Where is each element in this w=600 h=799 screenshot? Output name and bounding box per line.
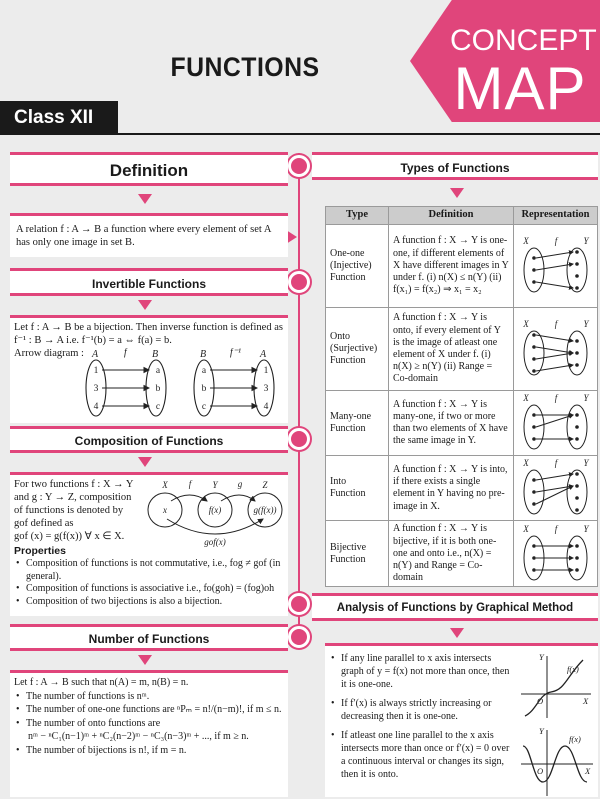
- graphical-box: [325, 643, 598, 797]
- number-intro: Let f : A → B such that n(A) = m, n(B) = n.: [14, 677, 189, 688]
- point-gfx: g(f(x)): [253, 505, 277, 515]
- timeline-dot: [288, 626, 310, 648]
- set-point: [532, 556, 536, 560]
- d2-right-0: 1: [263, 366, 269, 376]
- set-point: [532, 490, 536, 494]
- number-heading: Number of Functions: [10, 624, 288, 651]
- timeline-dot: [288, 593, 310, 615]
- set-point: [532, 357, 536, 361]
- rep-label: Y: [583, 318, 589, 329]
- set-point: [532, 437, 536, 441]
- many-one-diagram: [514, 391, 597, 451]
- set-y-label: Y: [212, 480, 218, 490]
- diagram1-map-label: f: [124, 348, 127, 358]
- graphical-item: • If f′(x) is always strictly increasing or decreasing then it is one-one.: [329, 697, 511, 723]
- d1-right-1: b: [155, 384, 161, 394]
- invertible-text-2: f⁻¹ : B → A i.e. f⁻¹(b) = a ⇔ f(a) = b.: [14, 335, 172, 346]
- d2-left-1: b: [201, 384, 207, 394]
- composition-text-3: gof defined as: [14, 518, 74, 529]
- banner-line1: CONCEPT: [450, 24, 597, 57]
- def-cell: A function f : X → Y is one-one, if different elements of X have different images in Y under f. (i) n(X) ≤ n(Y) (ii) f(x₁) = f(x₂) ⇒ x₁ = x₂: [389, 225, 514, 308]
- def-cell: A function f : X → Y is into, if there exists a single element in Y having no pre-image in X.: [389, 456, 514, 521]
- d1-left-1: 3: [93, 384, 99, 394]
- set-point: [532, 413, 536, 417]
- set-point: [532, 478, 536, 482]
- g2-o: O: [537, 766, 544, 776]
- composition-text-4: gof (x) = g(f(x)) ∀ x ∈ X.: [14, 531, 125, 542]
- one-one-diagram: [514, 234, 597, 294]
- g1-o: O: [537, 696, 544, 706]
- invertible-heading: Invertible Functions: [10, 268, 288, 296]
- set-point: [532, 268, 536, 272]
- down-arrow: [138, 194, 152, 204]
- rep-cell: [514, 308, 598, 391]
- rep-label: X: [523, 318, 529, 329]
- down-arrow: [138, 457, 152, 467]
- diagram1-right-set: B: [152, 349, 159, 360]
- timeline-dot: [288, 155, 310, 177]
- set-point: [575, 472, 579, 476]
- timeline-dot: [288, 428, 310, 450]
- g1-x: X: [583, 696, 589, 706]
- set-point: [575, 351, 579, 355]
- rep-label: f: [554, 235, 558, 246]
- d1-right-2: c: [155, 402, 161, 412]
- definition-text: A relation f : A → B a function where every element of set A has only one image in set B.: [10, 213, 288, 257]
- onto-diagram: [514, 317, 597, 377]
- table-header-row: [326, 207, 598, 225]
- property-item: • Composition of functions is associative i.e., fo(goh) = (fog)oh: [14, 583, 284, 596]
- set-point: [575, 508, 579, 512]
- set-point: [532, 544, 536, 548]
- set-point: [575, 274, 579, 278]
- g2-x: X: [585, 766, 591, 776]
- set-point: [575, 556, 579, 560]
- composite-label: gof(x): [204, 537, 226, 547]
- number-box: [10, 670, 288, 797]
- type-cell: Many-one Function: [326, 391, 389, 456]
- set-point: [575, 484, 579, 488]
- set-x-label: X: [162, 480, 168, 490]
- rep-cell: [514, 391, 598, 456]
- table-row: [326, 225, 598, 308]
- rep-label: Y: [583, 523, 589, 534]
- rep-label: f: [554, 393, 558, 403]
- rep-label: f: [554, 318, 558, 329]
- set-point: [575, 496, 579, 500]
- number-item: • The number of onto functions are: [14, 717, 284, 731]
- types-heading: Types of Functions: [312, 152, 598, 180]
- set-point: [575, 544, 579, 548]
- map-g-label: g: [237, 479, 243, 489]
- g2-curve: f(x): [569, 734, 581, 744]
- g1-curve: f(x): [567, 664, 579, 674]
- set-point: [532, 425, 536, 429]
- table-row: [326, 521, 598, 587]
- diagram2-right-set: A: [260, 349, 267, 360]
- number-item: • The number of bijections is n!, if m = n.: [14, 744, 284, 758]
- graph-figures: [517, 650, 595, 798]
- properties-heading: Properties: [14, 545, 66, 557]
- down-arrow: [138, 300, 152, 310]
- d1-left-0: 1: [93, 366, 99, 376]
- d2-left-2: c: [201, 402, 207, 412]
- set-point: [532, 369, 536, 373]
- table-row: [326, 456, 598, 521]
- down-arrow: [138, 655, 152, 665]
- rep-label: X: [523, 235, 529, 246]
- graphical-item: • If any line parallel to x axis intersects graph of y = f(x) not more than once, then it is one-one.: [329, 652, 511, 691]
- set-point: [575, 363, 579, 367]
- header-divider: [0, 133, 600, 135]
- class-label: Class XII: [0, 101, 118, 135]
- set-point: [575, 339, 579, 343]
- bijective-diagram: [514, 522, 597, 582]
- composition-text-1: and g : Y → Z, composition: [14, 492, 132, 503]
- set-ellipse: [567, 470, 587, 514]
- composition-diagram: [145, 479, 285, 547]
- d2-left-0: a: [201, 366, 207, 376]
- definition-heading: Definition: [10, 152, 288, 186]
- rep-cell: [514, 225, 598, 308]
- graphical-heading: Analysis of Functions by Graphical Method: [312, 593, 598, 621]
- diagram1-left-set: A: [92, 349, 99, 360]
- into-diagram: [514, 456, 597, 516]
- arrow-diagrams: [80, 348, 280, 420]
- set-ellipse: [524, 331, 544, 375]
- invertible-text-1: Let f : A → B be a bijection. Then inverse function is defined as: [14, 322, 283, 333]
- rep-cell: [514, 521, 598, 587]
- set-z-label: Z: [262, 480, 268, 490]
- point-fx: f(x): [208, 505, 222, 515]
- set-point: [532, 345, 536, 349]
- graphical-item: • If atleast one line parallel to the x axis intersects more than once or f′(x) = 0 over a continuous interval or changes its sign, then it is onto.: [329, 729, 511, 781]
- property-item: • Composition of functions is not commutative, i.e., fog ≠ gof (in general).: [14, 558, 284, 583]
- table-row: [326, 391, 598, 456]
- down-arrow: [450, 628, 464, 638]
- set-point: [575, 413, 579, 417]
- set-point: [575, 286, 579, 290]
- type-cell: Bijective Function: [326, 521, 389, 587]
- set-point: [575, 425, 579, 429]
- composition-box: [10, 472, 288, 616]
- def-cell: A function f : X → Y is many-one, if two or more than two elements of X have the same image in Y.: [389, 391, 514, 456]
- number-item: • The number of one-one functions are ⁿPₘ = n!/(n−m)!, if m ≤ n.: [14, 703, 284, 717]
- set-ellipse: [567, 248, 587, 292]
- col-definition: Definition: [389, 207, 514, 225]
- def-cell: A function f : X → Y is bijective, if it is both one-one and onto i.e., n(X) = n(Y) and Range = Co-domain: [389, 521, 514, 587]
- type-cell: Onto (Surjective) Function: [326, 308, 389, 391]
- d2-right-1: 3: [263, 384, 269, 394]
- set-point: [532, 502, 536, 506]
- table-row: [326, 308, 598, 391]
- rep-label: X: [523, 458, 529, 469]
- composition-text-2: of functions is denoted by: [14, 505, 124, 516]
- g2-y: Y: [539, 726, 544, 736]
- rep-label: Y: [583, 458, 589, 469]
- diagram2-left-set: B: [200, 349, 207, 360]
- g1-y: Y: [539, 652, 544, 662]
- rep-label: f: [554, 458, 558, 469]
- d2-right-2: 4: [263, 402, 269, 412]
- composition-text-0: For two functions f : X → Y: [14, 479, 134, 490]
- invertible-box: [10, 315, 288, 423]
- rep-label: Y: [583, 393, 589, 403]
- d1-right-0: a: [155, 366, 161, 376]
- composition-heading: Composition of Functions: [10, 426, 288, 453]
- number-item: • The number of functions is nᵐ.: [14, 690, 284, 704]
- set-point: [575, 437, 579, 441]
- banner-line2: MAP: [453, 55, 587, 122]
- page-title: FUNCTIONS: [170, 52, 320, 82]
- def-cell: A function f : X → Y is onto, if every element of Y is the image of atleast one element of X under f. (i) n(X) ≥ n(Y) (ii) Range = Co-domain: [389, 308, 514, 391]
- set-point: [575, 568, 579, 572]
- set-point: [532, 333, 536, 337]
- set-point: [532, 256, 536, 260]
- set-point: [575, 262, 579, 266]
- d1-left-2: 4: [93, 402, 99, 412]
- rep-cell: [514, 456, 598, 521]
- timeline-dot: [288, 271, 310, 293]
- rep-label: X: [523, 393, 529, 403]
- type-cell: One-one (Injective) Function: [326, 225, 389, 308]
- rep-label: f: [554, 523, 558, 534]
- point-x: x: [163, 505, 167, 515]
- set-point: [575, 250, 579, 254]
- timeline-line: [298, 153, 300, 638]
- type-cell: Into Function: [326, 456, 389, 521]
- col-representation: Representation: [514, 207, 598, 225]
- rep-label: X: [523, 523, 529, 534]
- types-table: [325, 206, 598, 587]
- col-type: Type: [326, 207, 389, 225]
- property-item: • Composition of two bijections is also a bijection.: [14, 596, 284, 609]
- set-point: [532, 280, 536, 284]
- map-f-label: f: [188, 479, 192, 489]
- set-point: [532, 568, 536, 572]
- rep-label: Y: [583, 235, 589, 246]
- invertible-text-3: Arrow diagram :: [14, 348, 84, 359]
- number-formula: nᵐ − ⁿC₁(n−1)ᵐ + ⁿC₂(n−2)ᵐ − ⁿC₃(n−3)ᵐ + ..., if m ≥ n.: [28, 731, 249, 742]
- down-arrow: [450, 188, 464, 198]
- diagram2-map-label: f⁻¹: [230, 348, 242, 358]
